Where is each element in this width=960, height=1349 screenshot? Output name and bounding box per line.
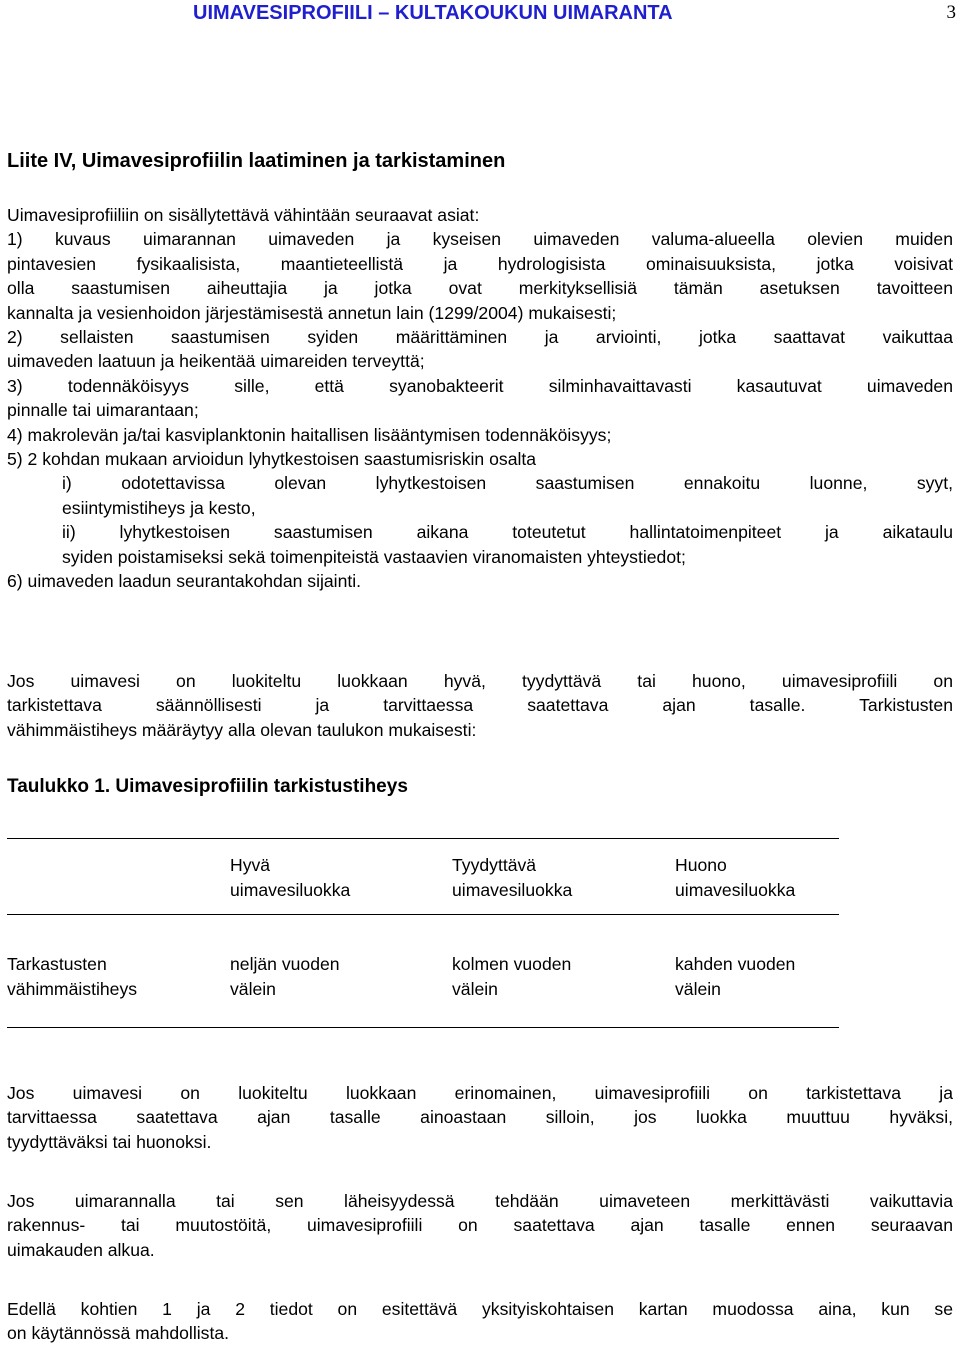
- cell-text: välein: [675, 978, 721, 999]
- header-text: uimavesiluokka: [230, 879, 351, 900]
- map-paragraph: [7, 1297, 953, 1346]
- paragraph-line: rakennus- tai muutostöitä, uimavesiprofiili on saatettava ajan tasalle ennen seuraavan: [7, 1215, 953, 1236]
- table-rule-top: [7, 838, 839, 839]
- paragraph-line: Jos uimarannalla tai sen läheisyydessä tehdään uimaveteen merkittävästi vaikuttavia: [7, 1191, 953, 1211]
- list-item-3-cont: pinnalle tai uimarantaan;: [7, 400, 199, 421]
- header-text: uimavesiluokka: [675, 879, 796, 900]
- sub-item-ii: ii) lyhytkestoisen saastumisen aikana toteutetut hallintatoimenpiteet ja aikataulu: [62, 522, 953, 543]
- header-text: uimavesiluokka: [452, 879, 573, 900]
- list-item-6: 6) uimaveden laadun seurantakohdan sijainti.: [7, 570, 362, 591]
- paragraph-line: vähimmäistiheys määräytyy alla olevan taulukon mukaisesti:: [7, 719, 477, 740]
- sub-item-i: i) odotettavissa olevan lyhytkestoisen saastumisen ennakoitu luonne, syyt,: [62, 473, 953, 494]
- excellent-paragraph: [7, 1081, 953, 1154]
- table-cell-satisfactory: [452, 952, 571, 1001]
- cell-text: välein: [230, 978, 276, 999]
- cell-text: välein: [452, 978, 498, 999]
- paragraph-line: Edellä kohtien 1 ja 2 tiedot on esitettävä yksityiskohtaisen kartan muodossa aina, kun se: [7, 1299, 953, 1319]
- paragraph-line: tarkistettava säännöllisesti ja tarvittaessa saatettava ajan tasalle. Tarkistusten: [7, 695, 953, 716]
- list-item-2: 2) sellaisten saastumisen syiden määrittäminen ja arviointi, jotka saattavat vaikuttaa: [7, 326, 953, 347]
- paragraph-line: tyydyttäväksi tai huonoksi.: [7, 1131, 212, 1152]
- paragraph-line: Jos uimavesi on luokiteltu luokkaan hyvä, tyydyttävä tai huono, uimavesiprofiili on: [7, 671, 953, 691]
- header-text: Tyydyttävä: [452, 855, 537, 875]
- table-cell-good: [230, 952, 340, 1001]
- header-text: Huono: [675, 855, 727, 875]
- list-item-3: 3) todennäköisyys sille, että syanobakteerit silminhavaittavasti kasautuvat uimaveden: [7, 375, 953, 396]
- row-label-text: vähimmäistiheys: [7, 978, 138, 999]
- paragraph-line: uimakauden alkua.: [7, 1239, 155, 1260]
- page-number: 3: [946, 2, 956, 23]
- paragraph-line: Jos uimavesi on luokiteltu luokkaan erinomainen, uimavesiprofiili on tarkistettava ja: [7, 1083, 953, 1103]
- list-item-1-cont: olla saastumisen aiheuttajia ja jotka ovat merkityksellisiä tämän asetuksen tavoitteen: [7, 278, 953, 299]
- intro-lead: Uimavesiprofiiliin on sisällytettävä vähintään seuraavat asiat:: [7, 205, 480, 225]
- cell-text: kolmen vuoden: [452, 954, 572, 974]
- list-item-2-cont: uimaveden laatuun ja heikentää uimareiden terveyttä;: [7, 351, 425, 372]
- intro-section: [7, 203, 953, 593]
- list-item-4: 4) makrolevän ja/tai kasviplanktonin haitallisen lisääntymisen todennäköisyys;: [7, 424, 612, 445]
- table-rule-bottom: [7, 1027, 839, 1028]
- table-header-good: [230, 853, 350, 902]
- cell-text: kahden vuoden: [675, 954, 796, 974]
- sub-item-i-cont: esiintymistiheys ja kesto,: [62, 497, 256, 518]
- table-title: Taulukko 1. Uimavesiprofiilin tarkistustiheys: [7, 776, 408, 797]
- row-label-text: Tarkastusten: [7, 954, 107, 974]
- table-rule-header: [7, 914, 839, 915]
- section-title: Liite IV, Uimavesiprofiilin laatiminen ja tarkistaminen: [7, 150, 506, 172]
- table-row-label: [7, 952, 137, 1001]
- paragraph-line: tarvittaessa saatettava ajan tasalle ainoastaan silloin, jos luokka muuttuu hyväksi,: [7, 1107, 953, 1128]
- table-header-poor: [675, 853, 795, 902]
- review-paragraph: [7, 669, 953, 742]
- sub-item-ii-cont: syiden poistamiseksi sekä toimenpiteistä vastaavien viranomaisten yhteystiedot;: [62, 546, 686, 567]
- cell-text: neljän vuoden: [230, 954, 340, 974]
- list-item-1-cont: pintavesien fysikaalisista, maantieteellistä ja hydrologisista ominaisuuksista, jotka voisivat: [7, 253, 953, 274]
- document-title: UIMAVESIPROFIILI – KULTAKOUKUN UIMARANTA: [193, 2, 673, 24]
- page-header: [0, 0, 960, 30]
- list-item-5: 5) 2 kohdan mukaan arvioidun lyhytkestoisen saastumisriskin osalta: [7, 448, 537, 469]
- table-cell-poor: [675, 952, 795, 1001]
- construction-paragraph: [7, 1189, 953, 1262]
- paragraph-line: on käytännössä mahdollista.: [7, 1323, 230, 1344]
- list-item-1: 1) kuvaus uimarannan uimaveden ja kyseisen uimaveden valuma-alueella olevien muiden: [7, 229, 953, 250]
- list-item-1-cont: kannalta ja vesienhoidon järjestämisestä annetun lain (1299/2004) mukaisesti;: [7, 302, 617, 323]
- header-text: Hyvä: [230, 855, 271, 875]
- table-header-satisfactory: [452, 853, 572, 902]
